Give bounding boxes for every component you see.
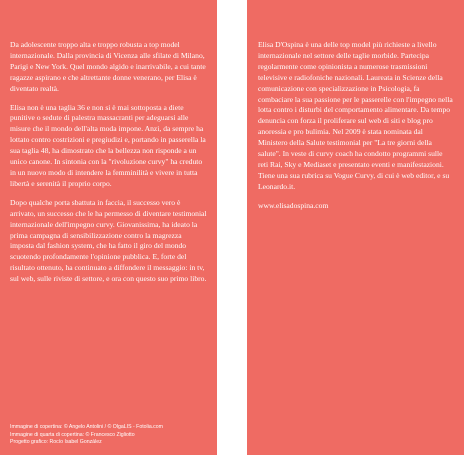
intro-paragraph: Da adolescente troppo alta e troppo robusta a top model internazionale. Dalla provincia di Vicenza alle sfilate di Milano, Parigi e New York. Quel mondo algido e inarrivabile, a cui tante ragazze aspirano e che altrettante donne venerano, per Elisa è diventato realtà. [10, 40, 206, 93]
back-cover-image-credit: Immagine di quarta di copertina: © Francesco Zigliotto [10, 431, 135, 438]
body-paragraph: Elisa non è una taglia 36 e non si è mai sottoposta a diete punitive o sedute di palestra massacranti per adeguarsi alle misure che il mondo dell'alta moda impone. Anzi, da sempre ha lottato contro costrizioni e pregiudizi e, portando in passerella la sua taglia 48, ha dimostrato che la bellezza non risponde a un unico canone. In sintonia con la "rivoluzione curvy" ha creduto in un nuovo modo di intendere la femminilità e vivere in tutta libertà e serenità il proprio corpo. [10, 102, 206, 188]
back-flap-left [0, 0, 217, 455]
author-bio-flap [247, 0, 464, 455]
graphic-design-credit: Progetto grafico: Rocío Isabel González [10, 439, 102, 446]
author-website: www.elisadospina.com [258, 200, 329, 210]
body-paragraph: Dopo qualche porta sbattuta in faccia, il successo vero è arrivato, un successo che le ha permesso di diventare testimonial internazionale dell'impegno curvy. Giovanissima, ha ideato la prima campagna di sensibilizzazione contro la magrezza imposta dal fashion system, che ha fatto il giro del mondo scuotendo profondamente l'opinione pubblica. E, forte del risultato ottenuto, ha continuato a diffondere il messaggio: in tv, sul web, sulle riviste di settore, e ora con questo suo primo libro. [10, 197, 207, 284]
cover-image-credit: Immagine di copertina: © Angelo Antolini / © OlgaLIS - Fotolia.com [10, 424, 163, 431]
author-bio-paragraph: Elisa D'Ospina è una delle top model più richieste a livello internazionale nel settore delle taglie morbide. Partecipa regolarmente come opinionista a numerose trasmissioni televisive e radiofoniche nazionali. Laureata in Scienze della comunicazione con specializzazione in Psicologia, fa combaciare la sua passione per le passerelle con l'impegno nella lotta contro i disturbi del comportamento alimentare. Da tempo denuncia con forza il proliferare sul web di siti e blog pro anoressia e pro bulimia. Nel 2009 è stata nominata dal Ministero della Salute testimonial per "La tre giorni della salute". In veste di curvy coach ha condotto programmi sulle reti Rai, Sky e Mediaset e presentato eventi e manifestazioni. Tiene una sua rubrica su Vogue Curvy, di cui è web editor, e su Leonardo.it. [258, 40, 453, 191]
image-credits [10, 424, 210, 447]
